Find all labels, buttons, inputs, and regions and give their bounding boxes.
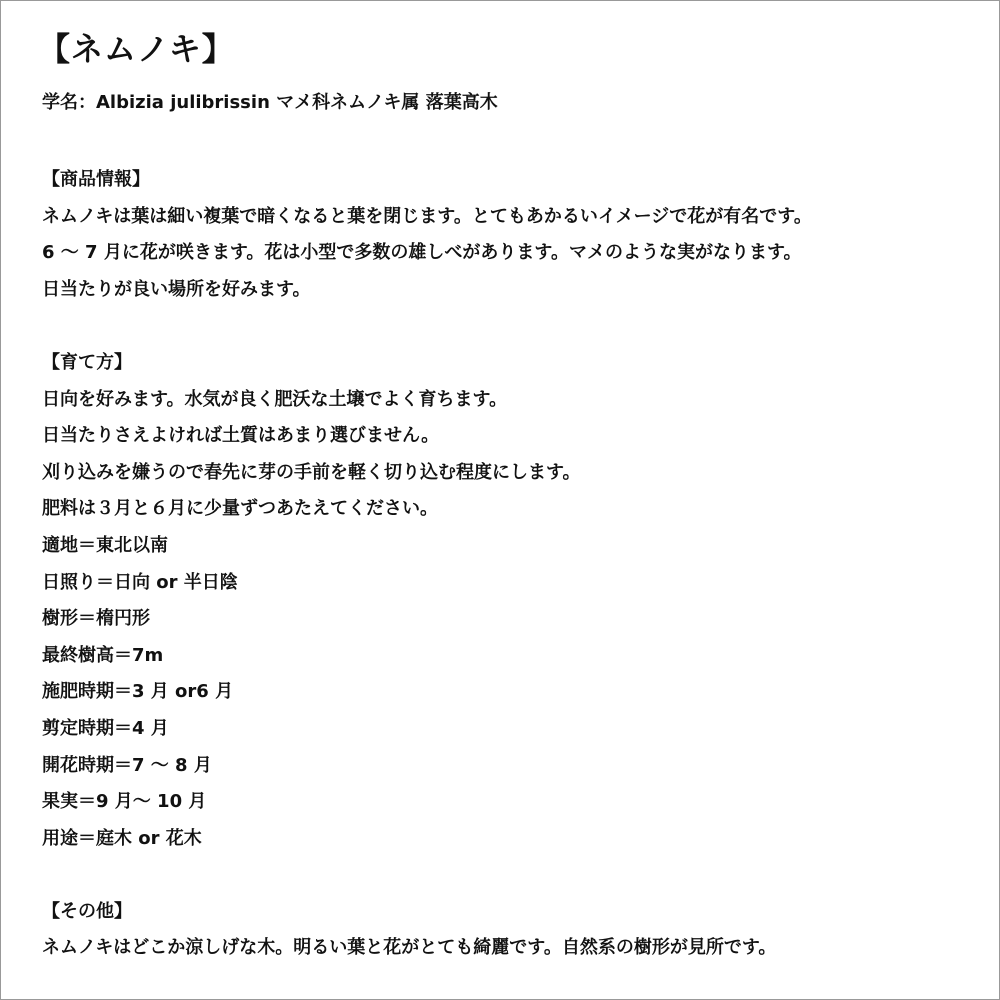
section-heading-other: 【その他】	[42, 900, 132, 922]
document-body	[42, 162, 812, 967]
text-line: 刈り込みを嫌うので春先に芽の手前を軽く切り込む程度にします。	[42, 461, 581, 483]
spec-line: 日照り＝日向 or 半日陰	[42, 571, 238, 593]
text-line: 日当たりが良い場所を好みます。	[42, 278, 311, 300]
text-line: 日向を好みます。水気が良く肥沃な土壌でよく育ちます。	[42, 388, 508, 410]
spec-line: 果実＝9 月～ 10 月	[42, 791, 207, 813]
section-heading-product-info: 【商品情報】	[42, 169, 150, 190]
section-heading-care: 【育て方】	[42, 351, 132, 373]
spec-line: 施肥時期＝3 月 or6 月	[42, 681, 234, 703]
spec-line: 樹形＝楕円形	[42, 608, 150, 630]
text-line: 6 ～ 7 月に花が咲きます。花は小型で多数の雄しべがあります。マメのような実がなります。	[42, 242, 802, 264]
page-title: 【ネムノキ】	[38, 30, 235, 68]
spec-line: 用途＝庭木 or 花木	[42, 827, 202, 849]
spec-line: 開花時期＝7 ～ 8 月	[42, 754, 212, 776]
spec-line: 最終樹高＝7m	[42, 644, 164, 666]
scientific-name: 学名：Albizia julibrissin マメ科ネムノキ属 落葉高木	[42, 92, 498, 113]
spec-line: 剪定時期＝4 月	[42, 717, 169, 739]
blank-line	[42, 857, 812, 894]
text-line: 肥料は３月と６月に少量ずつあたえてください。	[42, 498, 438, 520]
blank-line	[42, 308, 812, 345]
text-line: ネムノキは葉は細い複葉で暗くなると葉を閉じます。とてもあかるいイメージで花が有名です。	[42, 205, 812, 227]
text-line: ネムノキはどこか涼しげな木。明るい葉と花がとても綺麗です。自然系の樹形が見所です。	[42, 937, 777, 959]
spec-line: 適地＝東北以南	[42, 534, 168, 556]
text-line: 日当たりさえよければ土質はあまり選びません。	[42, 425, 440, 447]
